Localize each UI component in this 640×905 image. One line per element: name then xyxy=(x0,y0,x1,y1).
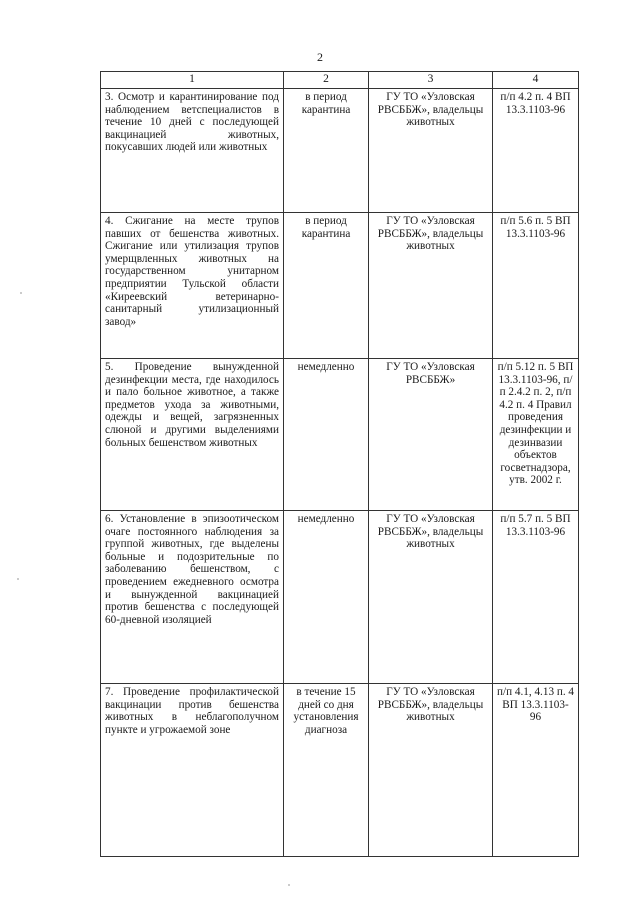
header-cell-3: 3 xyxy=(369,72,493,89)
measure-cell: 3. Осмотр и карантинирование под наблюдением ветспециалистов в течение 10 дней с последующей вакцинацией животных, покусавших людей или животных xyxy=(101,89,284,213)
scan-speck xyxy=(20,292,22,294)
responsible-cell: ГУ ТО «Узловская РВСББЖ», владельцы животных xyxy=(369,89,493,213)
measure-cell: 4. Сжигание на месте трупов павших от бешенства животных. Сжигание или утилизация трупов умерщвленных животных на государственном унитарном предприятии Тульской области «Киреевский ветеринарно-санитарный утилизационный завод» xyxy=(101,213,284,359)
measures-table xyxy=(100,71,579,857)
header-cell-1: 1 xyxy=(101,72,284,89)
term-cell: немедленно xyxy=(284,359,369,511)
table-row xyxy=(101,684,579,857)
header-cell-2: 2 xyxy=(284,72,369,89)
responsible-cell: ГУ ТО «Узловская РВСББЖ» xyxy=(369,359,493,511)
basis-cell: п/п 4.1, 4.13 п. 4 ВП 13.3.1103-96 xyxy=(493,684,579,857)
table-row xyxy=(101,511,579,684)
header-cell-4: 4 xyxy=(493,72,579,89)
term-cell: в период карантина xyxy=(284,89,369,213)
table-row xyxy=(101,89,579,213)
term-cell: в течение 15 дней со дня установления диагноза xyxy=(284,684,369,857)
basis-cell: п/п 5.12 п. 5 ВП 13.3.1103-96, п/п 2.4.2 п. 2, п/п 4.2 п. 4 Правил проведения дезинфекции и дезинвазии объектов госветнадзора, утв. 2002 г. xyxy=(493,359,579,511)
page-number: 2 xyxy=(317,50,323,64)
table-header-row xyxy=(101,72,579,89)
responsible-cell: ГУ ТО «Узловская РВСББЖ», владельцы животных xyxy=(369,684,493,857)
basis-cell: п/п 4.2 п. 4 ВП 13.3.1103-96 xyxy=(493,89,579,213)
responsible-cell: ГУ ТО «Узловская РВСББЖ», владельцы животных xyxy=(369,511,493,684)
scan-speck xyxy=(17,578,19,580)
responsible-cell: ГУ ТО «Узловская РВСББЖ», владельцы животных xyxy=(369,213,493,359)
table-row xyxy=(101,213,579,359)
measure-cell: 6. Установление в эпизоотическом очаге постоянного наблюдения за группой животных, где выделены больные и подозрительные по заболеванию бешенством, с проведением ежедневного осмотра и вынужденной вакцинацией против бешенства с последующей 60-дневной изоляцией xyxy=(101,511,284,684)
measure-cell: 5. Проведение вынужденной дезинфекции места, где находилось и пало больное животное, а также предметов ухода за животными, одежды и вещей, загрязненных слюной и другими выделениями больных бешенством животных xyxy=(101,359,284,511)
term-cell: немедленно xyxy=(284,511,369,684)
table-row xyxy=(101,359,579,511)
basis-cell: п/п 5.6 п. 5 ВП 13.3.1103-96 xyxy=(493,213,579,359)
scan-speck xyxy=(288,884,290,886)
measure-cell: 7. Проведение профилактической вакцинации против бешенства животных в неблагополучном пункте и угрожаемой зоне xyxy=(101,684,284,857)
basis-cell: п/п 5.7 п. 5 ВП 13.3.1103-96 xyxy=(493,511,579,684)
term-cell: в период карантина xyxy=(284,213,369,359)
